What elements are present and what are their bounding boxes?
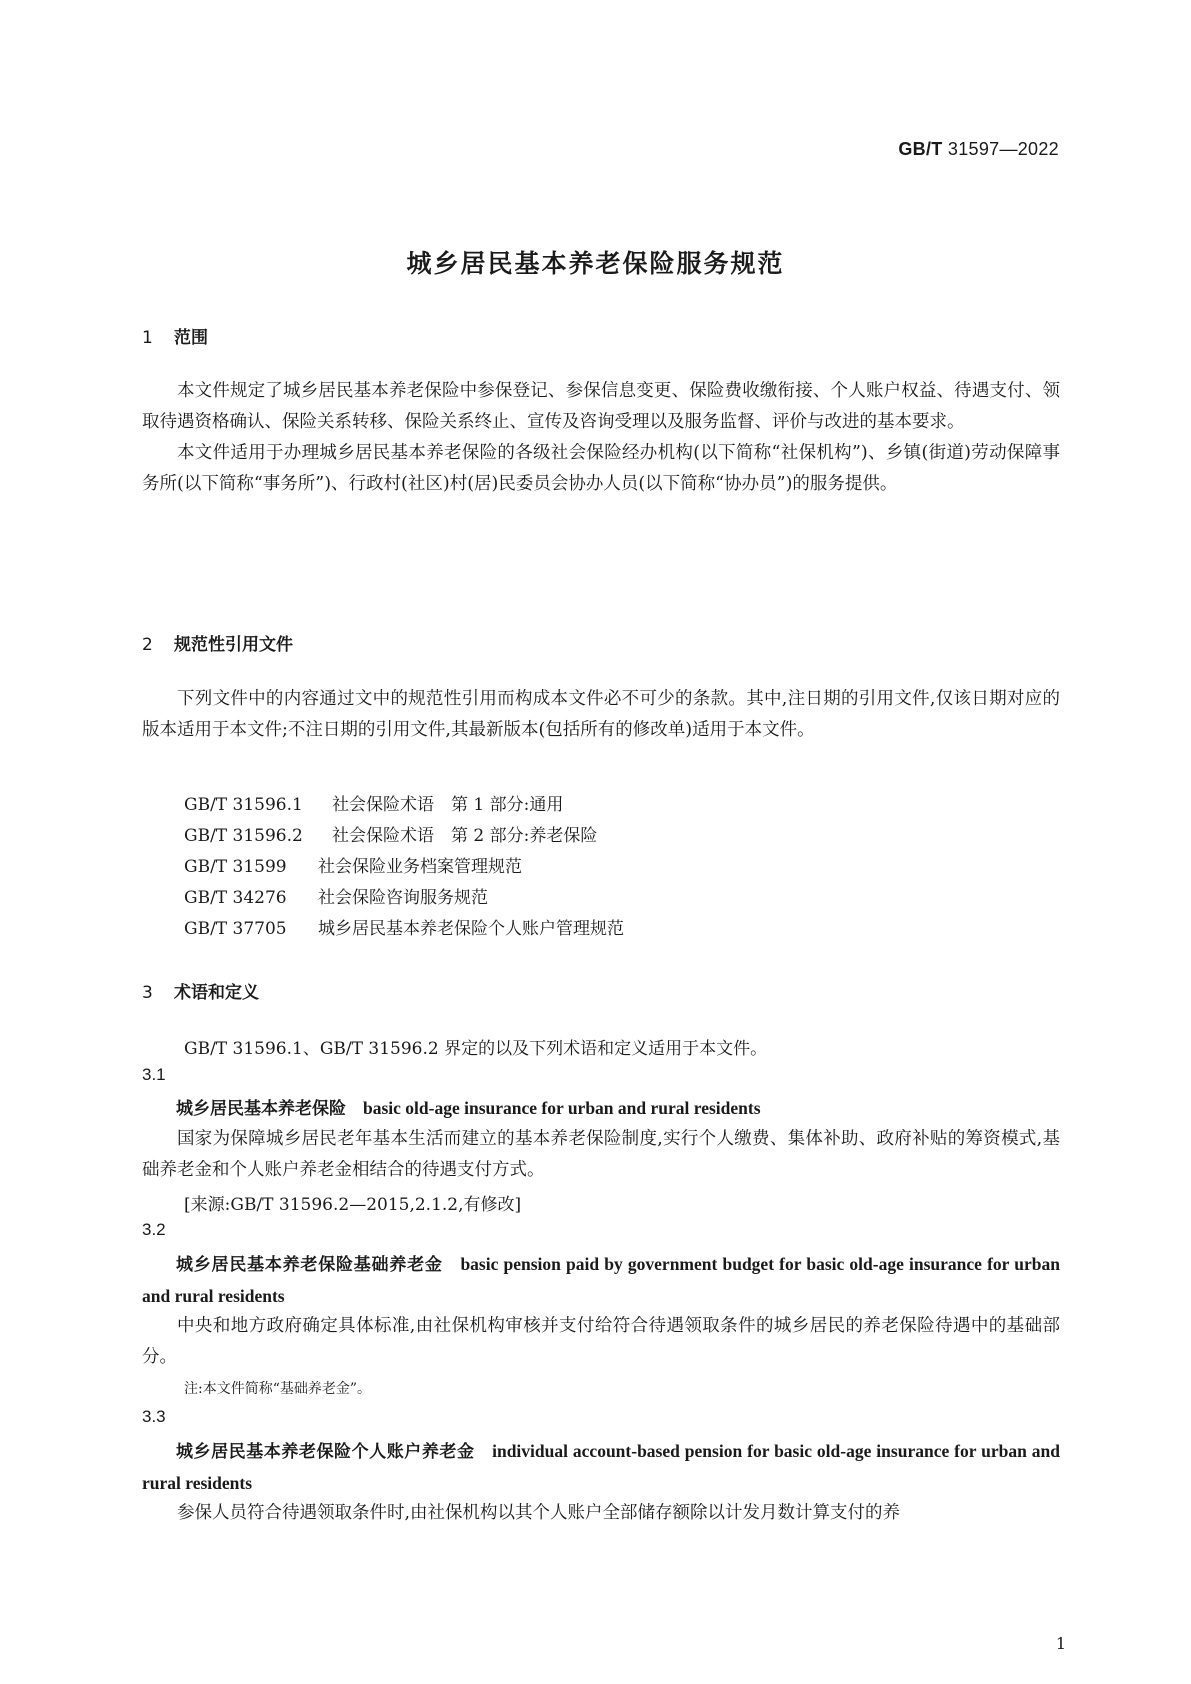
standard-number [898, 139, 1059, 160]
section-2-intro [142, 684, 1060, 746]
section-3-heading [142, 978, 259, 1003]
standard-prefix: GB/T [898, 139, 943, 159]
term-definition [142, 1498, 1060, 1529]
term-heading [142, 1093, 1060, 1125]
standard-code: 31597—2022 [947, 139, 1059, 159]
reference-item [184, 790, 563, 815]
reference-item [184, 883, 488, 908]
reference-title: 社会保险术语 第 1 部分:通用 [332, 795, 564, 815]
section-number: 1 [142, 328, 153, 348]
section-1-body [142, 376, 1060, 500]
term-heading [142, 1249, 1060, 1313]
section-title: 范围 [174, 328, 208, 348]
reference-item [184, 821, 597, 846]
section-2-heading [142, 630, 293, 655]
term-en: individual account-based pension for basic old-age insurance for urban and rural residents [142, 1441, 1060, 1493]
reference-code: GB/T 31596.2 [184, 826, 303, 846]
term-en: basic pension paid by government budget for basic old-age insurance for urban and rural residents [142, 1254, 1060, 1306]
clause-number: 3.2 [142, 1220, 166, 1239]
section-number: 2 [142, 635, 153, 655]
section-1-heading [142, 323, 208, 348]
definition-text: 中央和地方政府确定具体标准,由社保机构审核并支付给符合待遇领取条件的城乡居民的养老保险待遇中的基础部分。 [142, 1316, 1060, 1367]
term-cn: 城乡居民基本养老保险 [176, 1099, 346, 1119]
reference-item [184, 852, 522, 877]
reference-title: 社会保险业务档案管理规范 [318, 857, 522, 877]
term-en: basic old-age insurance for urban and rural residents [363, 1098, 761, 1118]
term-heading [142, 1436, 1060, 1500]
page-number: 1 [1055, 1634, 1066, 1653]
term-source: [来源:GB/T 31596.2—2015,2.1.2,有修改] [184, 1195, 522, 1215]
reference-code: GB/T 37705 [184, 919, 287, 939]
term-note: 注:本文件简称“基础养老金”。 [184, 1381, 372, 1397]
term-cn: 城乡居民基本养老保险基础养老金 [176, 1255, 443, 1275]
reference-title: 社会保险咨询服务规范 [318, 888, 488, 908]
term-cn: 城乡居民基本养老保险个人账户养老金 [176, 1442, 475, 1462]
term-definition [142, 1124, 1060, 1186]
reference-code: GB/T 31599 [184, 857, 287, 877]
paragraph: 下列文件中的内容通过文中的规范性引用而构成本文件必不可少的条款。其中,注日期的引用文件,仅该日期对应的版本适用于本文件;不注日期的引用文件,其最新版本(包括所有的修改单)适用于本文件。 [142, 689, 1060, 740]
reference-title: 城乡居民基本养老保险个人账户管理规范 [318, 919, 624, 939]
term-definition [142, 1311, 1060, 1373]
section-title: 术语和定义 [174, 983, 259, 1003]
section-3-intro: GB/T 31596.1、GB/T 31596.2 界定的以及下列术语和定义适用于本文件。 [184, 1039, 768, 1059]
reference-code: GB/T 31596.1 [184, 795, 303, 815]
reference-code: GB/T 34276 [184, 888, 287, 908]
document-title: 城乡居民基本养老保险服务规范 [406, 249, 785, 278]
section-number: 3 [142, 983, 153, 1003]
reference-item [184, 914, 624, 939]
paragraph: 本文件规定了城乡居民基本养老保险中参保登记、参保信息变更、保险费收缴衔接、个人账户权益、待遇支付、领取待遇资格确认、保险关系转移、保险关系终止、宣传及咨询受理以及服务监督、评价与改进的基本要求。 [142, 381, 1060, 432]
paragraph: 本文件适用于办理城乡居民基本养老保险的各级社会保险经办机构(以下简称“社保机构”)、乡镇(街道)劳动保障事务所(以下简称“事务所”)、行政村(社区)村(居)民委员会协办人员(以下简称“协办员”)的服务提供。 [142, 443, 1060, 494]
clause-number: 3.1 [142, 1065, 166, 1084]
clause-number: 3.3 [142, 1407, 166, 1426]
reference-title: 社会保险术语 第 2 部分:养老保险 [332, 826, 598, 846]
definition-text: 国家为保障城乡居民老年基本生活而建立的基本养老保险制度,实行个人缴费、集体补助、政府补贴的筹资模式,基础养老金和个人账户养老金相结合的待遇支付方式。 [142, 1129, 1060, 1180]
section-title: 规范性引用文件 [174, 635, 293, 655]
definition-text: 参保人员符合待遇领取条件时,由社保机构以其个人账户全部储存额除以计发月数计算支付的养 [177, 1503, 901, 1523]
